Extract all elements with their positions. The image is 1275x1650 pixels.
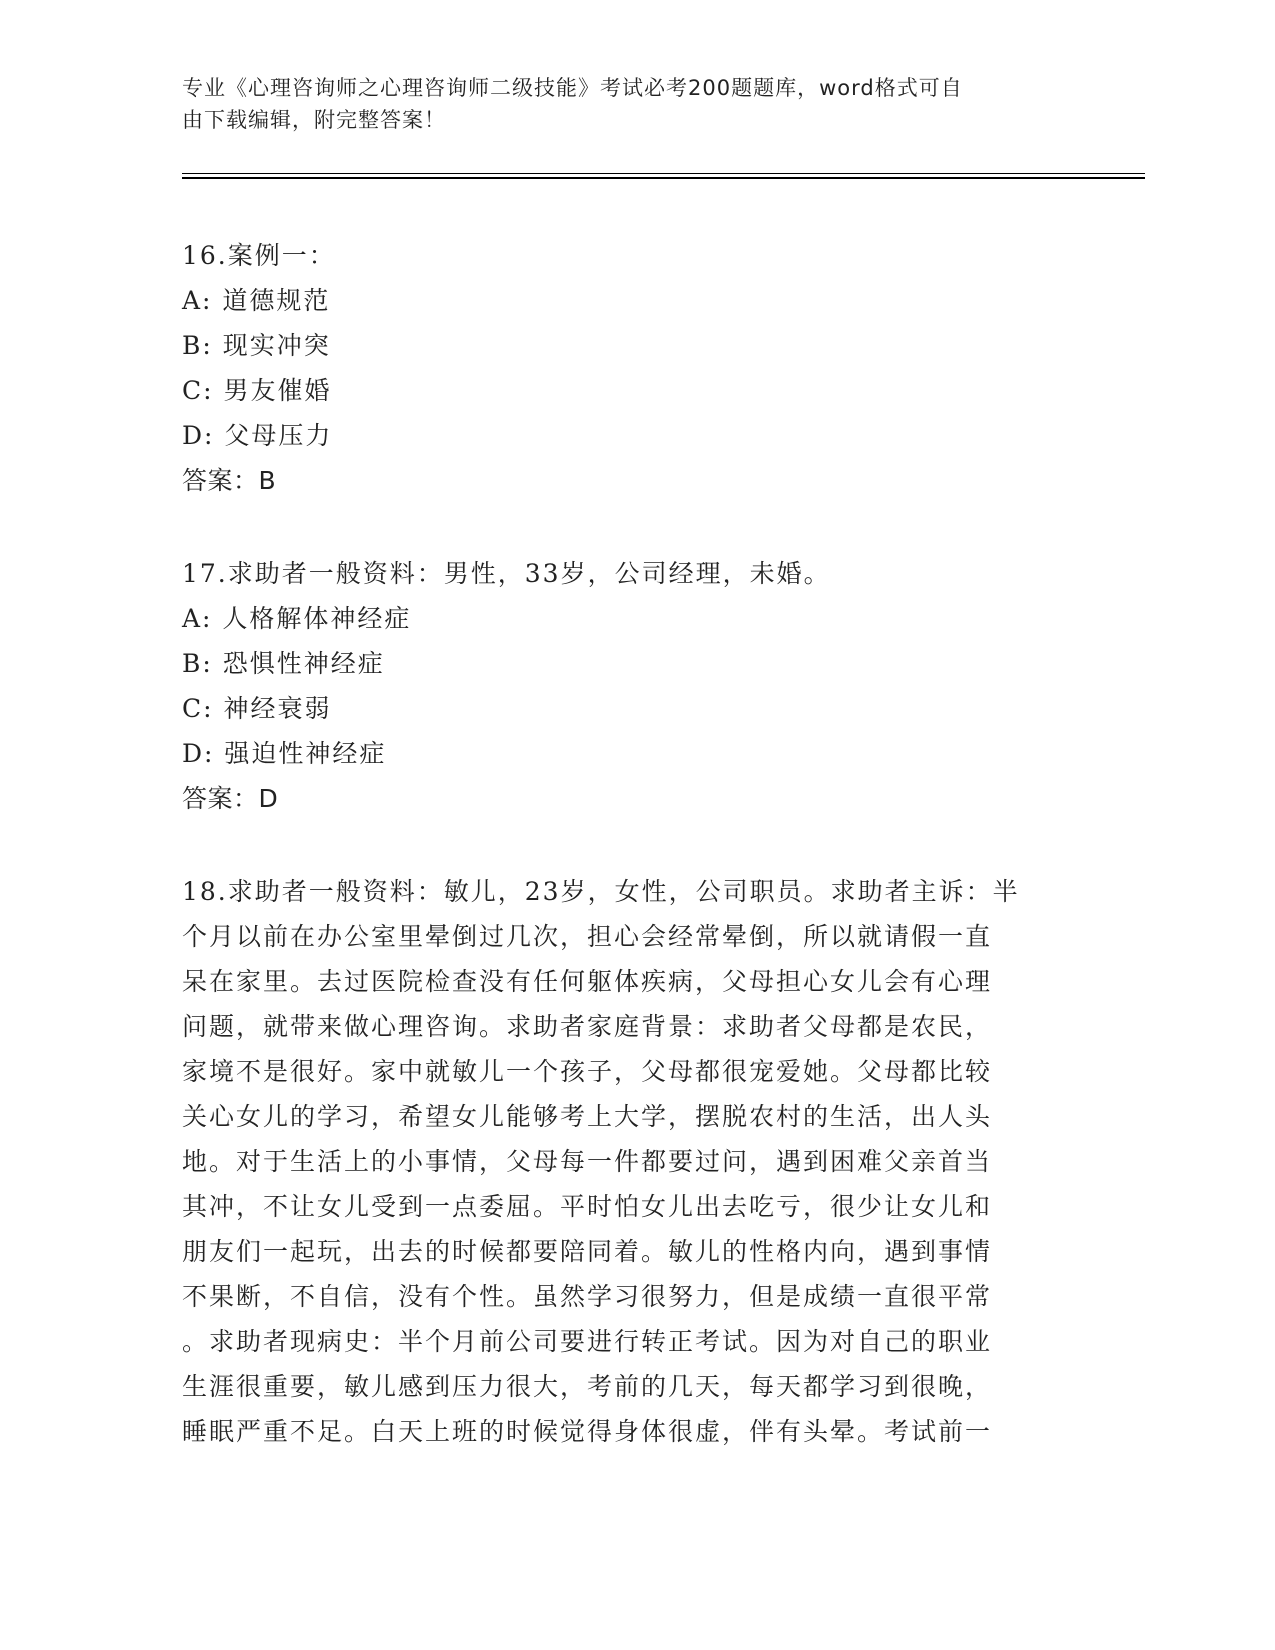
option-a: A: 人格解体神经症 (182, 604, 412, 633)
option-d: D: 强迫性神经症 (182, 739, 387, 768)
option-c: C: 神经衰弱 (182, 694, 332, 723)
question-text-line: 其冲，不让女儿受到一点委屈。平时怕女儿出去吃亏，很少让女儿和 (182, 1192, 993, 1221)
question-16 (182, 233, 1082, 503)
question-text-line: 地。对于生活上的小事情，父母每一件都要过问，遇到困难父亲首当 (182, 1147, 993, 1176)
question-text-line: 呆在家里。去过医院检查没有任何躯体疾病，父母担心女儿会有心理 (182, 967, 993, 996)
question-text-line: 生涯很重要，敏儿感到压力很大，考前的几天，每天都学习到很晚， (182, 1372, 993, 1401)
question-text-line: 个月以前在办公室里晕倒过几次，担心会经常晕倒，所以就请假一直 (182, 922, 993, 951)
question-17 (182, 551, 1082, 821)
question-text-line: 家境不是很好。家中就敏儿一个孩子，父母都很宠爱她。父母都比较 (182, 1057, 993, 1086)
option-c: C: 男友催婚 (182, 376, 332, 405)
question-text-line: 朋友们一起玩，出去的时候都要陪同着。敏儿的性格内向，遇到事情 (182, 1237, 993, 1266)
question-stem: 17.求助者一般资料：男性，33岁，公司经理，未婚。 (182, 559, 831, 588)
header-line-2: 由下载编辑，附完整答案！ (182, 108, 446, 132)
question-18 (182, 869, 1082, 1454)
question-text-line: 不果断，不自信，没有个性。虽然学习很努力，但是成绩一直很平常 (182, 1282, 993, 1311)
question-text-line: 18.求助者一般资料：敏儿，23岁，女性，公司职员。求助者主诉：半 (182, 877, 1020, 906)
question-stem: 16.案例一： (182, 241, 336, 270)
question-text-line: 问题，就带来做心理咨询。求助者家庭背景：求助者父母都是农民， (182, 1012, 993, 1041)
option-b: B: 恐惧性神经症 (182, 649, 385, 678)
option-d: D: 父母压力 (182, 421, 333, 450)
answer: 答案：D (182, 784, 279, 813)
header-divider-thick (182, 177, 1145, 179)
document-header (182, 72, 1062, 136)
answer: 答案：B (182, 466, 277, 495)
option-a: A: 道德规范 (182, 286, 331, 315)
header-divider-thin (182, 173, 1145, 174)
option-b: B: 现实冲突 (182, 331, 331, 360)
header-line-1: 专业《心理咨询师之心理咨询师二级技能》考试必考200题题库，word格式可自 (182, 76, 963, 100)
question-text-line: 睡眠严重不足。白天上班的时候觉得身体很虚，伴有头晕。考试前一 (182, 1417, 993, 1446)
question-text-line: 。求助者现病史：半个月前公司要进行转正考试。因为对自己的职业 (182, 1327, 993, 1356)
question-text-line: 关心女儿的学习，希望女儿能够考上大学，摆脱农村的生活，出人头 (182, 1102, 993, 1131)
